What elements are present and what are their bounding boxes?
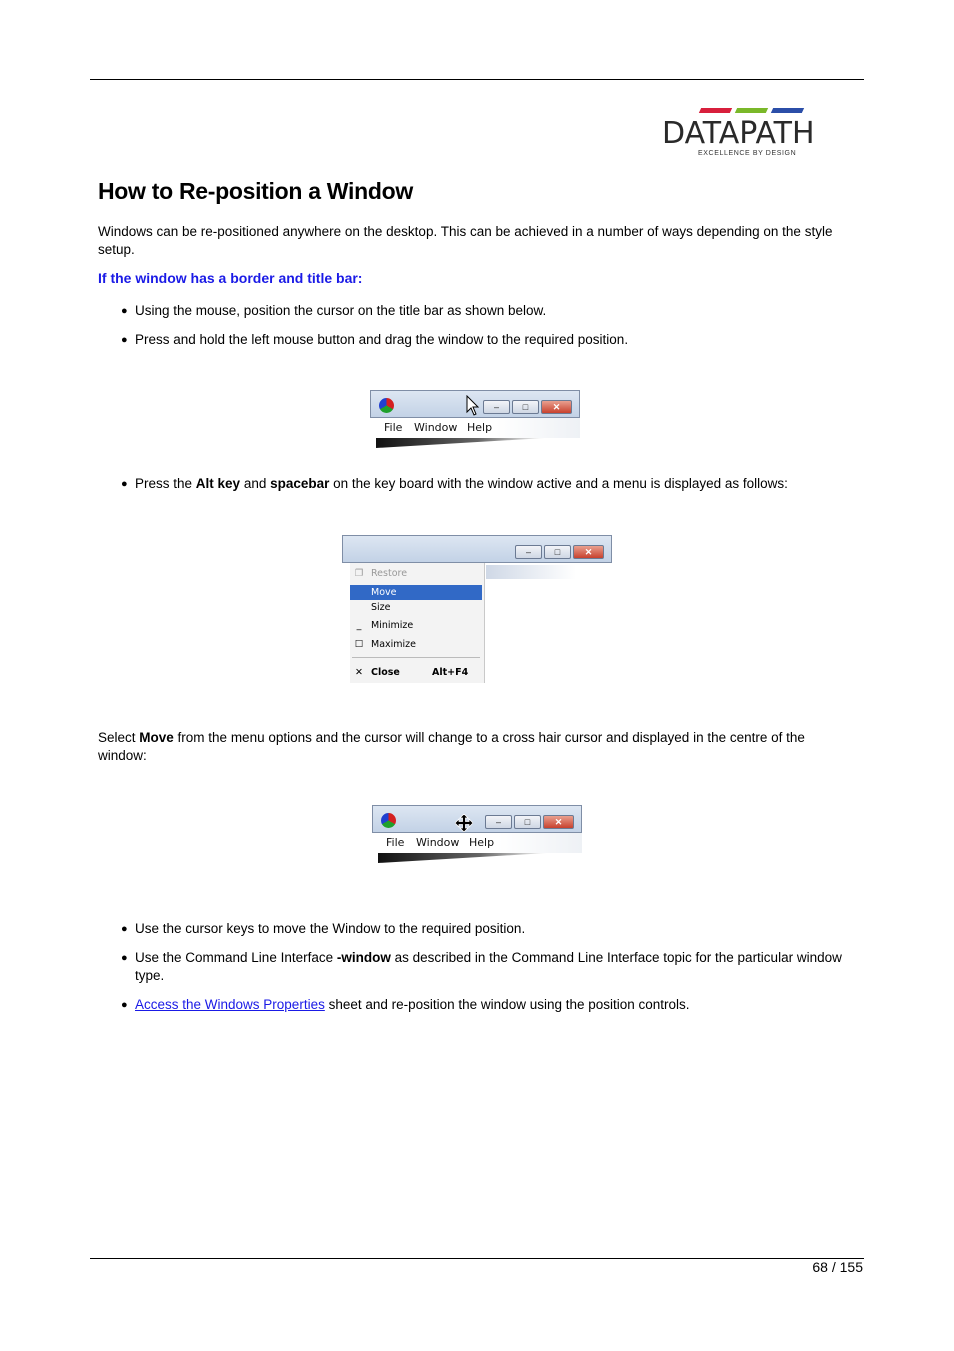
menu-bar [372, 833, 582, 853]
logo-wordmark: DATAPATH [662, 116, 815, 151]
datapath-logo [662, 106, 837, 162]
minimize-icon: – [485, 815, 512, 829]
menu-item-close[interactable]: ✕ Close Alt+F4 [355, 667, 469, 678]
menu-bar [370, 418, 580, 438]
intro-paragraph: Windows can be re-positioned anywhere on the desktop. This can be achieved in a number of ways depending on the style setup. [98, 224, 833, 257]
list-item [121, 949, 851, 985]
footer-rule [90, 1258, 864, 1259]
restore-icon: ❐ [354, 568, 364, 579]
logo-bars [700, 108, 810, 114]
bullet-icon: ● [121, 305, 128, 317]
list-item-text: Press the Alt key and spacebar on the key board with the window active and a menu is displayed as follows: [135, 476, 788, 491]
bullet-icon: ● [121, 999, 128, 1011]
page-title: How to Re-position a Window [98, 178, 413, 204]
list-item-text: Press and hold the left mouse button and drag the window to the required position. [135, 332, 629, 347]
window-shadow [486, 565, 576, 579]
menu-file: File [386, 836, 405, 849]
logo-bar-blue [771, 108, 804, 113]
system-menu [350, 563, 485, 683]
window-shadow [376, 438, 546, 448]
close-icon: ✕ [543, 815, 574, 829]
logo-bar-red [699, 108, 732, 113]
window-screenshot-move-cursor [372, 805, 582, 865]
window-screenshot-system-menu [342, 535, 612, 685]
list-item [121, 920, 851, 938]
maximize-icon: ☐ [354, 639, 364, 650]
menu-item-maximize[interactable]: ☐ Maximize [354, 639, 417, 650]
arrow-cursor-icon [466, 395, 480, 417]
app-icon [379, 398, 394, 413]
menu-window: Window [414, 421, 458, 434]
minimize-icon: – [515, 545, 542, 559]
maximize-icon: □ [512, 400, 539, 414]
list-item-text: Use the Command Line Interface -window as described in the Command Line Interface topic for the particular window type. [135, 950, 842, 983]
logo-bar-green [735, 108, 768, 113]
close-icon: ✕ [573, 545, 604, 559]
section-subheading: If the window has a border and title bar: [98, 270, 363, 286]
menu-item-size[interactable]: Size [371, 602, 391, 613]
logo-tagline: EXCELLENCE BY DESIGN [698, 150, 797, 157]
windows-properties-link[interactable]: Access the Windows Properties [135, 997, 325, 1012]
menu-help: Help [469, 836, 495, 849]
bullet-icon: ● [121, 478, 128, 490]
page-number: 68 / 155 [812, 1259, 863, 1275]
minimize-icon: – [483, 400, 510, 414]
list-item-text: Using the mouse, position the cursor on the title bar as shown below. [135, 303, 547, 318]
minimize-icon: _ [356, 620, 362, 631]
list-item [121, 996, 851, 1014]
menu-help: Help [467, 421, 493, 434]
app-icon [381, 813, 396, 828]
title-bar [372, 805, 582, 833]
select-move-paragraph: Select Move from the menu options and the cursor will change to a cross hair cursor and displayed in the centre of the window: [98, 730, 805, 763]
close-accelerator: Alt+F4 [432, 667, 469, 678]
menu-separator [352, 657, 480, 658]
menu-item-restore[interactable]: ❐ Restore [354, 568, 408, 579]
close-icon: ✕ [355, 667, 363, 678]
maximize-icon: □ [514, 815, 541, 829]
move-cursor-icon [455, 814, 473, 832]
bullet-icon: ● [121, 923, 128, 935]
menu-file: File [384, 421, 403, 434]
list-item-text: Use the cursor keys to move the Window to the required position. [135, 921, 526, 936]
bullet-icon: ● [121, 334, 128, 346]
caption-buttons [483, 815, 574, 830]
maximize-icon: □ [544, 545, 571, 559]
menu-item-move[interactable]: Move [350, 585, 482, 600]
list-item-text: Access the Windows Properties sheet and re-position the window using the position controls. [135, 997, 690, 1012]
caption-buttons [513, 545, 604, 560]
title-bar [342, 535, 612, 563]
menu-item-minimize[interactable]: _ Minimize [350, 618, 482, 633]
menu-window: Window [416, 836, 460, 849]
list-item [121, 331, 851, 349]
header-rule [90, 79, 864, 80]
window-shadow [378, 853, 548, 863]
close-icon: ✕ [541, 400, 572, 414]
window-screenshot-arrow [370, 390, 580, 450]
bullet-icon: ● [121, 952, 128, 964]
list-item [121, 475, 851, 493]
list-item [121, 302, 851, 320]
caption-buttons [481, 400, 572, 415]
